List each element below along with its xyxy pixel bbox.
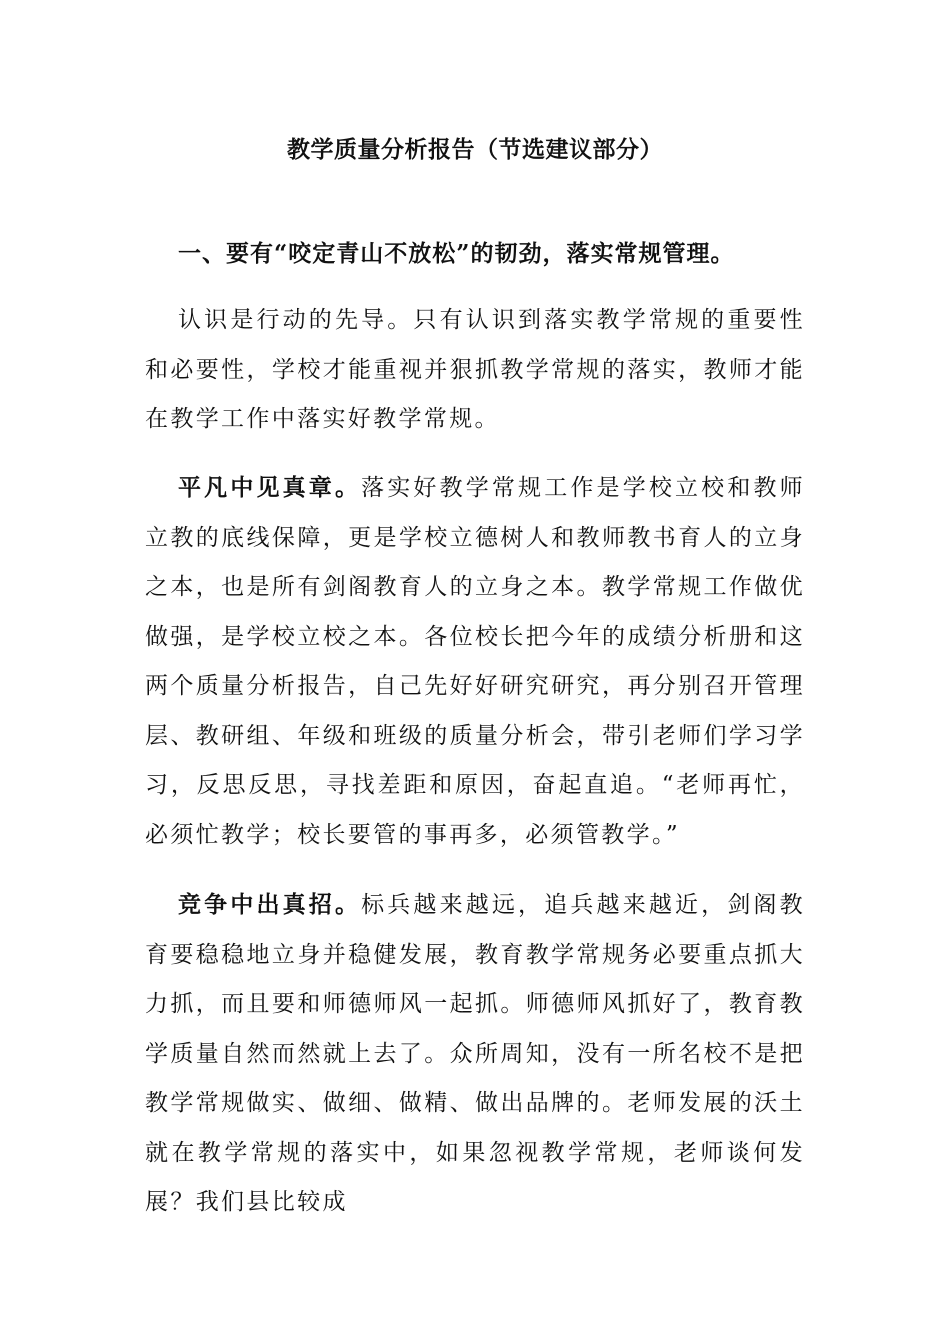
paragraph-lead: 平凡中见真章。 <box>178 474 362 501</box>
paragraph-text: 认识是行动的先导。只有认识到落实教学常规的重要性和必要性，学校才能重视并狠抓教学常规的落实，教师才能在教学工作中落实好教学常规。 <box>145 307 805 432</box>
section-heading: 一、要有“咬定青山不放松”的韧劲，落实常规管理。 <box>178 240 735 267</box>
paragraph-1 <box>145 295 805 445</box>
document-title: 教学质量分析报告（节选建议部分） <box>287 137 663 163</box>
paragraph-2 <box>145 463 805 860</box>
paragraph-text: 落实好教学常规工作是学校立校和教师立教的底线保障，更是学校立德树人和教师教书育人的立身之本，也是所有剑阁教育人的立身之本。教学常规工作做优做强，是学校立校之本。各位校长把今年的成绩分析册和这两个质量分析报告，自己先好好研究研究，再分别召开管理层、教研组、年级和班级的质量分析会，带引老师们学习学习，反思反思，寻找差距和原因，奋起直追。“老师再忙，必须忙教学；校长要管的事再多，必须管教学。” <box>145 475 805 848</box>
paragraph-lead: 竞争中出真招。 <box>178 891 362 918</box>
paragraph-3 <box>145 880 805 1228</box>
paragraph-text: 标兵越来越远，追兵越来越近，剑阁教育要稳稳地立身并稳健发展，教育教学常规务必要重点抓大力抓，而且要和师德师风一起抓。师德师风抓好了，教育教学质量自然而然就上去了。众所周知，没有一所名校不是把教学常规做实、做细、做精、做出品牌的。老师发展的沃土就在教学常规的落实中，如果忽视教学常规，老师谈何发展？我们县比较成 <box>145 892 805 1215</box>
